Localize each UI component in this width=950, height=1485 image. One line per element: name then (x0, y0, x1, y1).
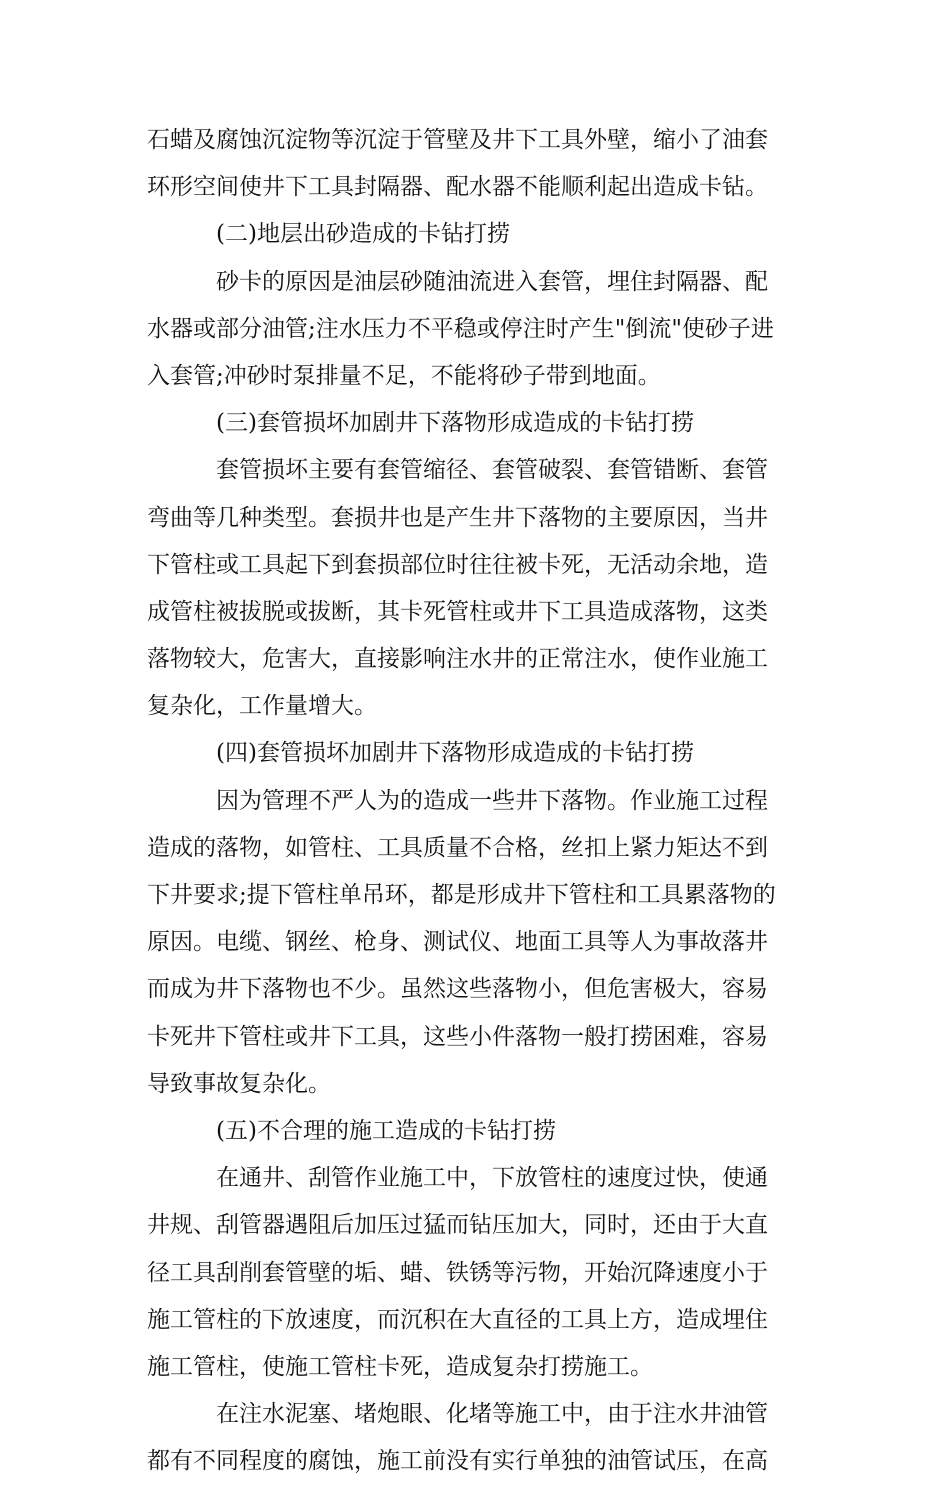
body-text (147, 117, 803, 1485)
text-line: 原因。电缆、钢丝、枪身、测试仪、地面工具等人为事故落井 (147, 929, 768, 956)
text-line: 施工管柱的下放速度，而沉积在大直径的工具上方，造成埋住 (147, 1306, 768, 1333)
text-line: 下管柱或工具起下到套损部位时往往被卡死，无活动余地，造 (147, 551, 768, 578)
text-line: 水器或部分油管;注水压力不平稳或停注时产生"倒流"使砂子进 (147, 315, 774, 342)
text-line: 复杂化，工作量增大。 (147, 693, 377, 720)
paragraph-first-line: (五)不合理的施工造成的卡钻打捞 (216, 1117, 556, 1144)
paragraph-first-line: 因为管理不严人为的造成一些井下落物。作业施工过程 (216, 787, 768, 814)
text-line: 成管柱被拔脱或拔断，其卡死管柱或井下工具造成落物，这类 (147, 598, 768, 625)
paragraph-first-line: 在通井、刮管作业施工中，下放管柱的速度过快，使通 (216, 1165, 768, 1192)
text-line: 卡死井下管柱或井下工具，这些小件落物一般打捞困难，容易 (147, 1023, 768, 1050)
text-line: 都有不同程度的腐蚀，施工前没有实行单独的油管试压，在高 (147, 1448, 768, 1475)
paragraph-first-line: (四)套管损坏加剧井下落物形成造成的卡钻打捞 (216, 740, 694, 767)
text-line: 而成为井下落物也不少。虽然这些落物小，但危害极大，容易 (147, 976, 768, 1003)
text-line: 径工具刮削套管壁的垢、蜡、铁锈等污物，开始沉降速度小于 (147, 1259, 768, 1286)
text-line: 下井要求;提下管柱单吊环，都是形成井下管柱和工具累落物的 (147, 882, 776, 908)
text-line: 弯曲等几种类型。套损井也是产生井下落物的主要原因，当井 (147, 504, 768, 531)
paragraph-first-line: (二)地层出砂造成的卡钻打捞 (216, 221, 510, 248)
text-line: 导致事故复杂化。 (147, 1070, 331, 1097)
text-line: 环形空间使井下工具封隔器、配水器不能顺利起出造成卡钻。 (147, 174, 768, 201)
paragraph-first-line: 砂卡的原因是油层砂随油流进入套管，埋住封隔器、配 (216, 268, 768, 295)
paragraph-first-line: 套管损坏主要有套管缩径、套管破裂、套管错断、套管 (216, 457, 768, 484)
paragraph-first-line: (三)套管损坏加剧井下落物形成造成的卡钻打捞 (216, 410, 694, 437)
text-line: 井规、刮管器遇阻后加压过猛而钻压加大，同时，还由于大直 (147, 1212, 768, 1239)
text-line: 造成的落物，如管柱、工具质量不合格，丝扣上紧力矩达不到 (147, 834, 768, 861)
text-line: 入套管;冲砂时泵排量不足，不能将砂子带到地面。 (147, 362, 661, 389)
text-line: 落物较大，危害大，直接影响注水井的正常注水，使作业施工 (147, 646, 768, 673)
text-line: 石蜡及腐蚀沉淀物等沉淀于管壁及井下工具外壁，缩小了油套 (147, 127, 768, 153)
paragraph-first-line: 在注水泥塞、堵炮眼、化堵等施工中，由于注水井油管 (216, 1401, 768, 1428)
text-line: 施工管柱，使施工管柱卡死，造成复杂打捞施工。 (147, 1353, 653, 1380)
